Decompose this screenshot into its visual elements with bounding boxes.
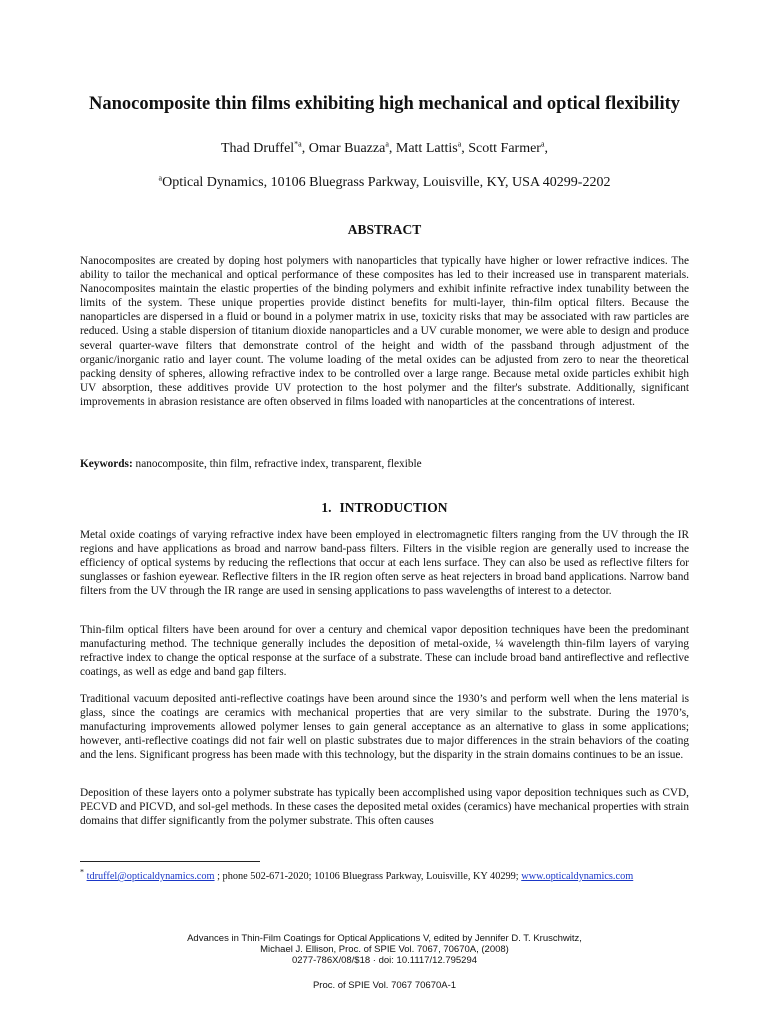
author: Omar Buazza$^a$, — [308, 139, 396, 156]
abstract-text: Nanocomposites are created by doping host polymers with nanoparticles that typically have higher or lower refractive indices. The ability to tailor the mechanical and optical performance of these composites has led to their increased use in transparent materials. Nanocomposites maintain the elastic properties of the binding polymers and exhibit infinite refractive index tunability between the limits of the system. These unique properties provide distinct benefits for multi-layer, thin-film optical filters. Because the nanoparticles are dispersed in a fluid or bound in a polymer matrix in use, toxicity risks that may be associated with raw particles are reduced. Using a stable dispersion of titanium dioxide nanoparticles and a UV curable monomer, we were able to design and produce several quarter-wave filters that demonstrate control of the height and width of the passband through adjustment of the organic/inorganic ratio and layer count. The volume loading of the metal oxides can be adjusted from zero to near the theoretical packing density of spheres, allowing refractive index to be controlled over a large range. Because metal oxide particles exhibit high UV absorption, these additives provide UV protection to the host polymer and the filter's substrate. Additionally, significant improvements in abrasion resistance are often observed in films loaded with nanoparticles at the concentrations of interest. — [80, 255, 689, 408]
intro-paragraph: Thin-film optical filters have been around for over a century and chemical vapor deposition techniques have been the predominant manufacturing method. The technique generally includes the deposition of metal-oxide, ¼ wavelength thin-film layers of varying refractive index to change the optical response at the surface of a substrate. These can include broad band antireflective and reflective coatings, as well as edge and band gap filters. — [80, 624, 689, 679]
keywords — [80, 457, 689, 471]
section-heading-introduction: 1. INTRODUCTION — [321, 500, 448, 515]
footnote: * tdruffel@opticaldynamics.com ; phone 502-671-2020; 10106 Bluegrass Parkway, Louisville, KY 40299; www.opticaldynamics.com — [80, 867, 634, 882]
citation-block: Advances in Thin-Film Coatings for Optical Applications V, edited by Jennifer D. T. Kruschwitz, Michael J. Ellison, Proc. of SPIE Vol. 7067, 70670A, (2008) 0277-786X/08/$18 · doi: 10.1117/12.795294 — [187, 933, 582, 966]
keywords-label: Keywords: — [80, 458, 133, 470]
email-link[interactable]: tdruffel@opticaldynamics.com — [86, 871, 215, 882]
author: Scott Farmer$^a$, — [468, 139, 549, 156]
keywords-text: nanocomposite, thin film, refractive index, transparent, flexible — [135, 458, 422, 470]
footnote-rule — [80, 861, 260, 862]
abstract-heading: ABSTRACT — [347, 222, 422, 237]
author: Thad Druffel$^{*a}$, — [220, 139, 309, 156]
affiliation: $^a$Optical Dynamics, 10106 Bluegrass Parkway, Louisville, KY, USA 40299-2202 — [158, 173, 611, 190]
intro-paragraph: Traditional vacuum deposited anti-reflective coatings have been around since the 1930’s and perform well when the lens material is glass, since the coatings are ceramics with mechanical properties that are very similar to the substrate. During the 1970’s, manufacturing improvements allowed polymer lenses to gain general acceptance as an alternative to glass in some applications; however, anti-reflective coatings did not fair well on plastic substrates due to major differences in the strain behaviors of the coating and the lens. Significant progress has been made with this technology, but the disparity in the strain domains continues to be an issue. — [80, 693, 689, 762]
author-list — [80, 140, 689, 158]
intro-paragraph: Deposition of these layers onto a polymer substrate has typically been accomplished using vapor deposition techniques such as CVD, PECVD and PICVD, and sol-gel methods. In these cases the deposited metal oxides (ceramics) have mechanical properties with strain domains that differ significantly from the polymer substrate. This often causes — [80, 787, 689, 828]
website-link[interactable]: www.opticaldynamics.com — [521, 871, 634, 882]
intro-paragraph: Metal oxide coatings of varying refractive index have been employed in electromagnetic filters ranging from the UV through the IR regions and have applications as broad and narrow band-pass filters. Filters in the visible region are generally used to increase the efficiency of optical systems by reducing the reflections that occur at each lens surface. They can also be used as reflective filters for sunglasses or fashion eyewear. Reflective filters in the IR region often serve as heat rejecters in broad band applications. Narrow band filters from the UV through the IR range are used in sensing applications to pass wavelengths of interest to a detector. — [80, 529, 689, 598]
author: Matt Lattis$^a$, — [395, 139, 469, 156]
page-number: Proc. of SPIE Vol. 7067 70670A-1 — [312, 980, 457, 991]
paper-title: Nanocomposite thin films exhibiting high mechanical and optical flexibility — [88, 94, 680, 114]
